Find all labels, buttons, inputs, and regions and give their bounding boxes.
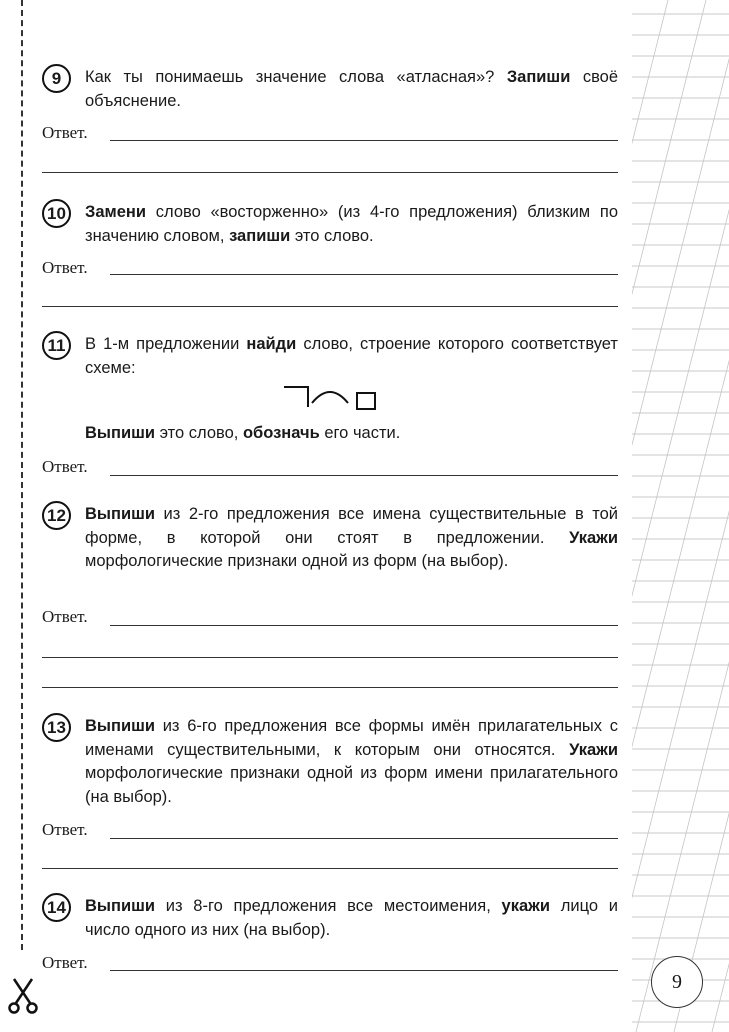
task-number: 14 bbox=[42, 893, 71, 922]
answer-line[interactable] bbox=[42, 657, 618, 658]
answer-line[interactable] bbox=[110, 274, 618, 275]
morpheme-scheme bbox=[280, 383, 380, 413]
answer-line[interactable] bbox=[110, 838, 618, 839]
task-number: 13 bbox=[42, 713, 71, 742]
task-13 bbox=[42, 713, 622, 873]
task-number: 10 bbox=[42, 199, 71, 228]
answer-label: Ответ. bbox=[42, 607, 88, 626]
task-11 bbox=[42, 331, 622, 481]
answer-line[interactable] bbox=[42, 306, 618, 307]
right-margin-ruling bbox=[632, 0, 729, 1032]
task-text-after: Выпиши это слово, обозначь его части. bbox=[85, 424, 401, 442]
task-number: 12 bbox=[42, 501, 71, 530]
answer-line[interactable] bbox=[42, 687, 618, 688]
answer-label: Ответ. bbox=[42, 820, 88, 839]
task-text: В 1-м предложении найди слово, строение которого соответствует схеме: bbox=[85, 335, 618, 377]
answer-line[interactable] bbox=[42, 172, 618, 173]
answer-line[interactable] bbox=[42, 868, 618, 869]
task-text: Выпиши из 8-го предложения все местоимения, укажи лицо и число одного из них (на выбор). bbox=[85, 897, 618, 939]
cut-line bbox=[21, 0, 23, 950]
task-text: Как ты понимаешь значение слова «атласная»? Запиши своё объяснение. bbox=[85, 68, 618, 110]
task-number: 11 bbox=[42, 331, 71, 360]
answer-label: Ответ. bbox=[42, 123, 88, 142]
task-text: Выпиши из 6-го предложения все формы имён прилагательных с именами существительными, к которым они относятся. Укажи морфологические признаки одной из форм имени прилагательного (на выбор). bbox=[85, 717, 618, 806]
answer-line[interactable] bbox=[110, 970, 618, 971]
task-text: Замени слово «восторженно» (из 4-го предложения) близким по значению словом, запиши это слово. bbox=[85, 203, 618, 245]
scissors-icon bbox=[8, 975, 38, 1015]
task-9 bbox=[42, 64, 622, 184]
answer-line[interactable] bbox=[110, 140, 618, 141]
task-14 bbox=[42, 893, 622, 978]
answer-label: Ответ. bbox=[42, 953, 88, 972]
answer-label: Ответ. bbox=[42, 457, 88, 476]
task-10 bbox=[42, 199, 622, 314]
answer-line[interactable] bbox=[110, 475, 618, 476]
task-number: 9 bbox=[42, 64, 71, 93]
answer-label: Ответ. bbox=[42, 258, 88, 277]
task-text: Выпиши из 2-го предложения все имена существительные в той форме, в которой они стоят в предложении. Укажи морфологические признаки одной из форм (на выбор). bbox=[85, 505, 618, 570]
answer-line[interactable] bbox=[110, 625, 618, 626]
page-number: 9 bbox=[651, 956, 703, 1008]
task-12 bbox=[42, 501, 622, 696]
